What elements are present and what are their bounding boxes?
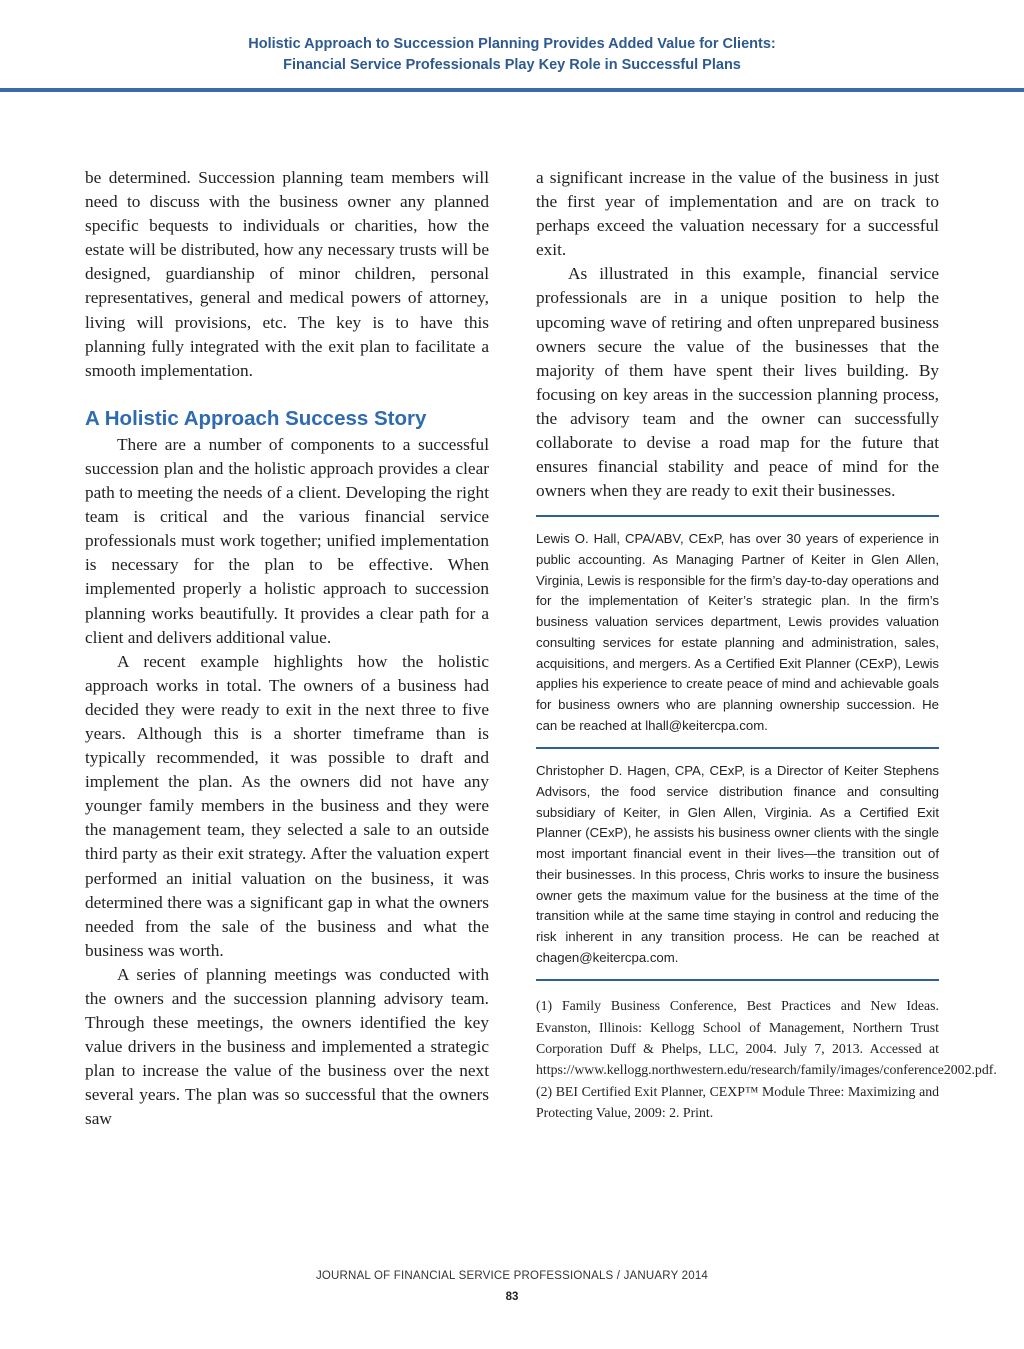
references-list — [536, 995, 997, 1123]
references-divider — [536, 979, 939, 981]
running-header — [0, 0, 1024, 93]
body-paragraph: be determined. Succession planning team members will need to discuss with the business owner any planned specific bequests to individuals or charities, how the estate will be distributed, how any necessary trusts will be designed, guardianship of minor children, personal representatives, general and medical powers of attorney, living will provisions, etc. The key is to have this planning fully integrated with the exit plan to facilitate a smooth implementation. — [85, 168, 489, 380]
bio-divider — [536, 747, 939, 749]
footer-journal-title: JOURNAL OF FINANCIAL SERVICE PROFESSIONALS / JANUARY 2014 — [315, 1270, 709, 1282]
reference-item: (2) BEI Certified Exit Planner, CEXP™ Module Three: Maximizing and Protecting Value, 2009: 2. Print. — [536, 1083, 939, 1120]
reference-item: (1) Family Business Conference, Best Practices and New Ideas. Evanston, Illinois: Kellogg School of Management, Northern Trust Corporation Duff & Phelps, LLC, 2004. July 7, 2013. Accessed at https://www.kellogg.northwestern.edu/research/family/images/conference2002.pdf. — [536, 998, 997, 1078]
page-number: 83 — [505, 1291, 519, 1303]
body-paragraph: There are a number of components to a successful succession plan and the holistic approach provides a clear path to meeting the needs of a client. Developing the right team is critical and the various financial service professionals must work together; unified implementation is necessary for the plan to be effective. When implemented properly a holistic approach to succession planning works beautifully. It provides a clear path for a client and delivers additional value. — [85, 434, 489, 647]
header-title-line-1: Holistic Approach to Succession Planning Provides Added Value for Clients: — [248, 36, 776, 52]
body-paragraph: A series of planning meetings was conducted with the owners and the succession planning advisory team. Through these meetings, the owners identified the key value drivers in the business and implemented a strategic plan to increase the value of the business over the next several years. The plan was so successful that the owners saw — [85, 964, 489, 1129]
section-heading: A Holistic Approach Success Story — [85, 406, 427, 430]
body-paragraph: a significant increase in the value of the business in just the first year of implementation and are on track to perhaps exceed the valuation necessary for a successful exit. — [536, 168, 939, 260]
author-bio-hall: Lewis O. Hall, CPA/ABV, CExP, has over 30 years of experience in public accounting. As Managing Partner of Keiter in Glen Allen, Virginia, Lewis is responsible for the firm’s day-to-day operations and for the implementation of Keiter’s strategic plan. In the firm’s business valuation services department, Lewis provides valuation consulting services for estate planning and administration, sales, acquisitions, and mergers. As a Certified Exit Planner (CExP), Lewis applies his experience to create peace of mind and achievable goals for business owners who are planning ownership succession. He can be reached at lhall@keitercpa.com. — [536, 531, 939, 733]
author-bio-hagen: Christopher D. Hagen, CPA, CExP, is a Director of Keiter Stephens Advisors, the food service distribution finance and consulting subsidiary of Keiter, in Glen Allen, Virginia. As a Certified Exit Planner (CExP), he assists his business owner clients with the single most important financial event in their lives—the transition out of their businesses. In this process, Chris works to insure the business owner gets the maximum value for the business at the time of the transition while at the same time staying in control and reducing the risk inherent in any transition process. He can be reached at chagen@keitercpa.com. — [536, 763, 939, 965]
body-paragraph: A recent example highlights how the holistic approach works in total. The owners of a business had decided they were ready to exit in the next three to five years. Although this is a shorter timeframe than is typically recommended, it was possible to draft and implement the plan. As the owners did not have any younger family members in the business and they were the management team, they selected a sale to an outside third party as their exit strategy. After the valuation expert performed an initial valuation on the business, it was determined there was a significant gap in what the owners needed from the sale of the business and what the business was worth. — [85, 651, 489, 960]
bio-divider — [536, 515, 939, 517]
body-paragraph: As illustrated in this example, financial service professionals are in a unique position to help the upcoming wave of retiring and often unprepared business owners secure the value of the businesses that the majority of them have spent their lives building. By focusing on key areas in the succession planning process, the advisory team and the owner can successfully collaborate to devise a road map for the future that ensures financial stability and peace of mind for the owners when they are ready to exit their businesses. — [536, 264, 939, 501]
header-title-line-2: Financial Service Professionals Play Key Role in Successful Plans — [283, 57, 741, 73]
header-divider — [0, 88, 1024, 92]
right-column — [536, 166, 997, 1123]
left-column — [85, 166, 489, 1132]
